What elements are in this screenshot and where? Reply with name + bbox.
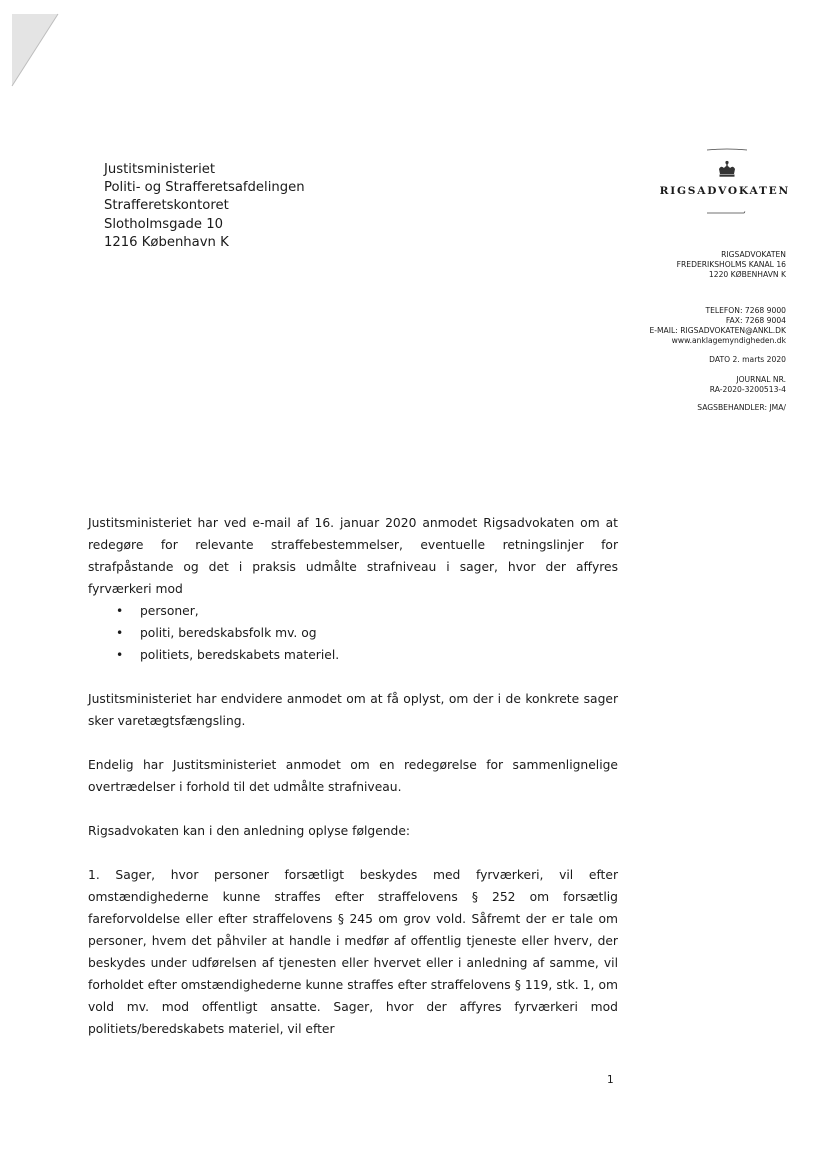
- sender-address-line: 1220 KØBENHAVN K: [708, 270, 786, 280]
- recipient-line: Politi- og Strafferetsafdelingen: [104, 180, 305, 196]
- sender-address-line: FREDERIKSHOLMS KANAL 16: [676, 260, 786, 270]
- list-item: [88, 600, 618, 622]
- recipient-line: Slotholmsgade 10: [104, 216, 223, 232]
- royal-crown-icon: [716, 160, 738, 180]
- bullet-icon: •: [116, 626, 124, 640]
- recipient-line: Strafferetskontoret: [104, 198, 229, 214]
- page-corner-fold: [10, 12, 60, 88]
- letterhead-rule-top: [706, 148, 748, 151]
- list-item-text: personer,: [140, 604, 199, 618]
- case-handler: SAGSBEHANDLER: JMA/: [697, 403, 786, 413]
- sender-details: [649, 250, 786, 413]
- sender-address-line: RIGSADVOKATEN: [721, 250, 786, 259]
- page-number: 1: [607, 1074, 614, 1086]
- sender-website[interactable]: www.anklagemyndigheden.dk: [671, 336, 786, 346]
- letter-date: DATO 2. marts 2020: [709, 355, 786, 365]
- list-item: [88, 622, 618, 644]
- list-item: [88, 644, 618, 666]
- paragraph: Justitsministeriet har endvidere anmodet om at få oplyst, om der i de konkrete sager sker varetægtsfængsling.: [88, 692, 618, 728]
- journal-label: JOURNAL NR.: [736, 374, 786, 384]
- recipient-line: Justitsministeriet: [104, 162, 216, 177]
- letter-body: [88, 512, 618, 1040]
- recipient-line: 1216 København K: [104, 234, 229, 250]
- paragraph: 1. Sager, hvor personer forsætligt beskydes med fyrværkeri, vil efter omstændighederne kunne straffes efter straffelovens § 252 om forsætlig fareforvoldelse eller efter straffelovens § 245 om grov vold. Såfremt der er tale om personer, hvem det påhviler at handle i medfør af offentlig tjeneste eller hverv, der beskydes under udførelsen af tjenesten eller hvervet eller i anledning af samme, vil forholdet efter omstændighederne kunne straffes efter straffelovens § 119, stk. 1, om vold mv. mod offentligt ansatte. Sager, hvor der affyres fyrværkeri mod politiets/beredskabets materiel, vil efter: [88, 868, 618, 1036]
- org-name: RIGSADVOKATEN: [659, 185, 790, 197]
- sender-phone: TELEFON: 7268 9000: [705, 305, 786, 315]
- sender-fax: FAX: 7268 9004: [725, 315, 786, 325]
- bullet-icon: •: [116, 648, 124, 662]
- letterhead-rule-bottom: [706, 211, 746, 215]
- sender-email[interactable]: E-MAIL: RIGSADVOKATEN@ANKL.DK: [649, 326, 786, 336]
- journal-number: RA-2020-3200513-4: [709, 384, 786, 394]
- list-item-text: politi, beredskabsfolk mv. og: [140, 626, 317, 640]
- intro-paragraph: Justitsministeriet har ved e-mail af 16. januar 2020 anmodet Rigsadvokaten om at redegøre for relevante straffebestemmelser, eventuelle retningslinjer for strafpåstande og det i praksis udmålte strafniveau i sager, hvor der affyres fyrværkeri mod: [88, 516, 618, 596]
- paragraph: Endelig har Justitsministeriet anmodet om en redegørelse for sammenlignelige overtrædelser i forhold til det udmålte strafniveau.: [88, 758, 618, 794]
- paragraph: Rigsadvokaten kan i den anledning oplyse følgende:: [88, 824, 411, 838]
- bullet-icon: •: [116, 604, 124, 618]
- bullet-list: [88, 600, 618, 666]
- list-item-text: politiets, beredskabets materiel.: [140, 648, 340, 662]
- recipient-address: [104, 161, 305, 252]
